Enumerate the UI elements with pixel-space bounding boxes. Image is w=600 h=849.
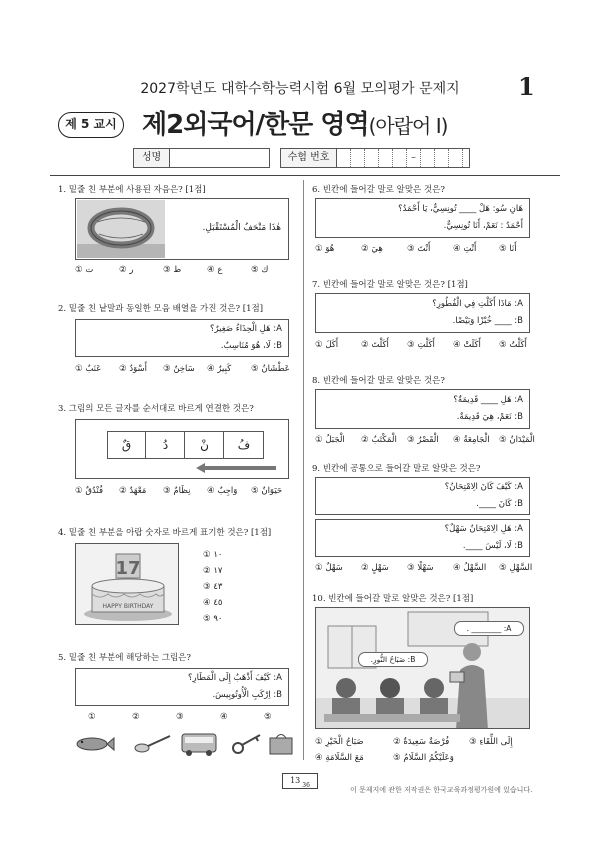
q1-option[interactable]: ② ر (119, 265, 134, 275)
q8-title: 8. 빈칸에 들어갈 말로 알맞은 것은? (312, 376, 445, 386)
cake-text: HAPPY BIRTHDAY (102, 603, 154, 610)
q5-option-num[interactable]: ⑤ (264, 712, 272, 722)
q4-option[interactable]: ② ١٧ (203, 566, 223, 576)
q2-box (75, 319, 289, 357)
q1-option[interactable]: ⑤ ك (251, 265, 269, 275)
page-indicator (282, 773, 318, 789)
subject-sub: (아랍어 I) (368, 114, 448, 138)
name-label: 성명 (134, 149, 170, 167)
id-cell (365, 149, 379, 167)
q10-option[interactable]: ④ مَعَ السَّلَامَةِ (315, 753, 364, 763)
q9-box2-line-a: A: هَلِ الِامْتِحَانُ سَهْلٌ؟ (444, 524, 523, 534)
q4-cake-box (75, 543, 179, 625)
bus-icon (182, 734, 216, 756)
key-icon (233, 735, 260, 753)
q8-line-b: B: نَعَمْ، هِيَ قَدِيمَةٌ. (456, 412, 523, 422)
q9-box2-line-b: B: لَا، لَيْسَ ____. (462, 541, 523, 551)
q8-option[interactable]: ② الْمَكْتَبُ (361, 435, 397, 445)
q9-box-1 (315, 477, 530, 515)
fish-icon (77, 738, 114, 750)
page-label: 13 (290, 776, 301, 785)
q5-option-num[interactable]: ④ (220, 712, 228, 722)
id-cell (351, 149, 365, 167)
q9-option[interactable]: ② سَهْلٍ (361, 563, 389, 573)
q2-title: 2. 밑줄 친 낱말과 동일한 모음 배열을 가진 것은? [1점] (58, 304, 264, 314)
column-divider (303, 180, 304, 760)
copyright-note: 이 문제지에 관한 저작권은 한국교육과정평가원에 있습니다. (350, 786, 533, 794)
q8-option[interactable]: ⑤ الْمَيْدَانُ (499, 435, 535, 445)
q1-option[interactable]: ④ ع (207, 265, 223, 275)
q1-option[interactable]: ③ ط (163, 265, 182, 275)
q7-option[interactable]: ② أَكَلْتَ (361, 340, 389, 350)
q8-line-a: A: هَلِ ____ قَدِيمَةٌ؟ (453, 395, 523, 405)
students (324, 678, 460, 722)
q2-option[interactable]: ② أَسْوَدُ (119, 364, 147, 374)
q7-title: 7. 빈칸에 들어갈 말로 알맞은 것은? [1점] (312, 280, 468, 290)
q8-option[interactable]: ① الْجَبَلُ (315, 435, 345, 445)
q9-option[interactable]: ④ السَّهْلُ (453, 563, 487, 573)
q2-option[interactable]: ① عَنَبٌ (75, 364, 102, 374)
cake-number: 17 (115, 558, 141, 579)
q3-option[interactable]: ② مَعْهَدٌ (119, 486, 147, 496)
letter-cell: فُ (237, 438, 251, 452)
q4-option[interactable]: ④ ٤٥ (203, 598, 223, 608)
letter-cell: نْ (186, 432, 224, 458)
q1-sentence: هٰذَا مَتْحَفُ الْمُسْتَقْبَلِ. (202, 223, 281, 233)
left-arrow-icon (196, 463, 276, 473)
q7-line-a: A: مَاذَا أَكَلْتِ فِي الْفُطُورِ؟ (432, 299, 523, 309)
q3-title: 3. 그림의 모든 글자를 순서대로 바르게 연결한 것은? (58, 404, 254, 414)
q6-title: 6. 빈칸에 들어갈 말로 알맞은 것은? (312, 185, 445, 195)
q6-option[interactable]: ③ أَنْتَ (407, 244, 431, 254)
id-cell (449, 149, 463, 167)
q3-option[interactable]: ① فُنْدُقٌ (75, 486, 104, 496)
q6-line-a: هَانِ سُو: هَلْ ____ تُونِسِيٌّ، يَا أَحْمَدُ؟ (398, 204, 523, 214)
q4-option[interactable]: ③ ٤٣ (203, 582, 223, 592)
birthday-cake-image (76, 544, 179, 625)
spoon-icon (135, 736, 170, 752)
page-total: 36 (302, 782, 310, 789)
exam-id-label: 수험 번호 (281, 149, 337, 167)
q5-option-num[interactable]: ① (88, 712, 96, 722)
q5-box (75, 668, 289, 706)
id-dash: – (407, 149, 421, 167)
name-field[interactable] (133, 148, 270, 168)
q6-option[interactable]: ② هِيَ (361, 244, 383, 254)
id-cell (435, 149, 449, 167)
q2-option[interactable]: ⑤ عَطْشَانُ (251, 364, 290, 374)
q1-option[interactable]: ① ت (75, 265, 94, 275)
exam-title: 2027학년도 대학수학능력시험 6월 모의평가 문제지 (140, 81, 460, 97)
q3-box (75, 419, 289, 479)
q6-box (315, 198, 530, 238)
q5-option-num[interactable]: ② (132, 712, 140, 722)
q9-box1-line-b: B: كَانَ ____. (476, 499, 523, 509)
q6-option[interactable]: ⑤ أَنَا (499, 244, 517, 254)
q8-box (315, 389, 530, 429)
q9-title: 9. 빈칸에 공통으로 들어갈 말로 알맞은 것은? (312, 464, 481, 474)
letter-cell: دُ (147, 432, 185, 458)
q9-option[interactable]: ① سَهْلٌ (315, 563, 343, 573)
museum-of-future-image (77, 200, 165, 258)
q6-option[interactable]: ① هُوَ (315, 244, 335, 254)
q1-title: 1. 밑줄 친 부분에 사용된 자음은? [1점] (58, 185, 206, 195)
q10-title: 10. 빈칸에 들어갈 말로 알맞은 것은? [1점] (312, 594, 474, 604)
q3-option[interactable]: ⑤ حَيَوَانٌ (251, 486, 283, 496)
q5-title: 5. 밑줄 친 부분에 해당하는 그림은? (58, 653, 191, 663)
q8-option[interactable]: ③ الْقَصْرُ (407, 435, 439, 445)
speech-bubble-b: B: صَبَاحُ النُّورِ. (358, 652, 428, 667)
q4-title: 4. 밑줄 친 부분을 아랍 숫자로 바르게 표기한 것은? [1점] (58, 528, 272, 538)
q9-box-2 (315, 519, 530, 557)
q6-line-b: أَحْمَدُ : نَعَمْ، أَنَا تُونِسِيٌّ. (443, 221, 523, 231)
q5-line-b: B: اِرْكَبِ الْأُوتُوبِيسَ. (212, 690, 282, 700)
q4-option[interactable]: ⑤ ٩٠ (203, 614, 223, 624)
subject-title (142, 104, 447, 141)
q5-option-images (72, 730, 300, 758)
q3-option[interactable]: ④ وَاجِبٌ (207, 486, 238, 496)
q7-option[interactable]: ③ أَكَلْتِ (407, 340, 435, 350)
q7-option[interactable]: ① أَكَلَ (315, 340, 339, 350)
id-cell (379, 149, 393, 167)
q10-option[interactable]: ② فُرْصَةٌ سَعِيدَةٌ (393, 737, 450, 747)
page-number: 1 (518, 72, 535, 101)
q2-line-a: A: هَلِ الْحِذَاءُ صَغِيرٌ؟ (209, 324, 282, 334)
q10-option[interactable]: ⑤ وَعَلَيْكُمُ السَّلَامُ (393, 753, 454, 763)
q5-line-a: A: كَيْفَ أَذْهَبُ إِلَى الْمَطَارِ؟ (188, 673, 282, 683)
q10-option[interactable]: ③ إِلَى اللِّقَاءِ (469, 737, 513, 747)
q7-box (315, 293, 530, 333)
q9-option[interactable]: ⑤ السَّهْلِ (499, 563, 533, 573)
id-cell (393, 149, 407, 167)
id-cell (421, 149, 435, 167)
q6-option[interactable]: ④ أَنْتِ (453, 244, 477, 254)
q7-line-b: B: ____ خُبْزًا وَبَيْضًا. (452, 316, 523, 326)
q9-box1-line-a: A: كَيْفَ كَانَ الِامْتِحَانُ؟ (444, 482, 523, 492)
q1-box (75, 198, 289, 260)
q10-option[interactable]: ① صَبَاحُ الْخَيْرِ (315, 737, 364, 747)
q2-line-b: B: لَا، هُوَ مُنَاسِبٌ. (220, 341, 282, 351)
q4-option[interactable]: ① ١٠ (203, 550, 223, 560)
exam-id-field[interactable] (280, 148, 470, 168)
period-badge: 제 5 교시 (58, 112, 124, 138)
id-cell (337, 149, 351, 167)
subject-main: 제2외국어/한문 영역 (142, 110, 369, 140)
q5-option-num[interactable]: ③ (176, 712, 184, 722)
header-rule (50, 175, 560, 176)
q3-option[interactable]: ③ نِظَامٌ (163, 486, 191, 496)
q7-option[interactable]: ④ أَكَلَتْ (453, 340, 481, 350)
q7-option[interactable]: ⑤ أَكَلْتُ (499, 340, 527, 350)
speech-bubble-a: A: ________ . (454, 621, 524, 636)
bag-icon (270, 735, 292, 755)
q4-options (203, 547, 222, 627)
letter-strip (107, 431, 264, 459)
q2-option[interactable]: ③ سَاخِنٌ (163, 364, 195, 374)
q8-option[interactable]: ④ الْجَامِعَةُ (453, 435, 490, 445)
q2-option[interactable]: ④ كَبِيرٌ (207, 364, 232, 374)
letter-cell: قٌ (108, 432, 146, 458)
q9-option[interactable]: ③ سَهْلًا (407, 563, 434, 573)
q10-classroom-scene (315, 607, 530, 729)
